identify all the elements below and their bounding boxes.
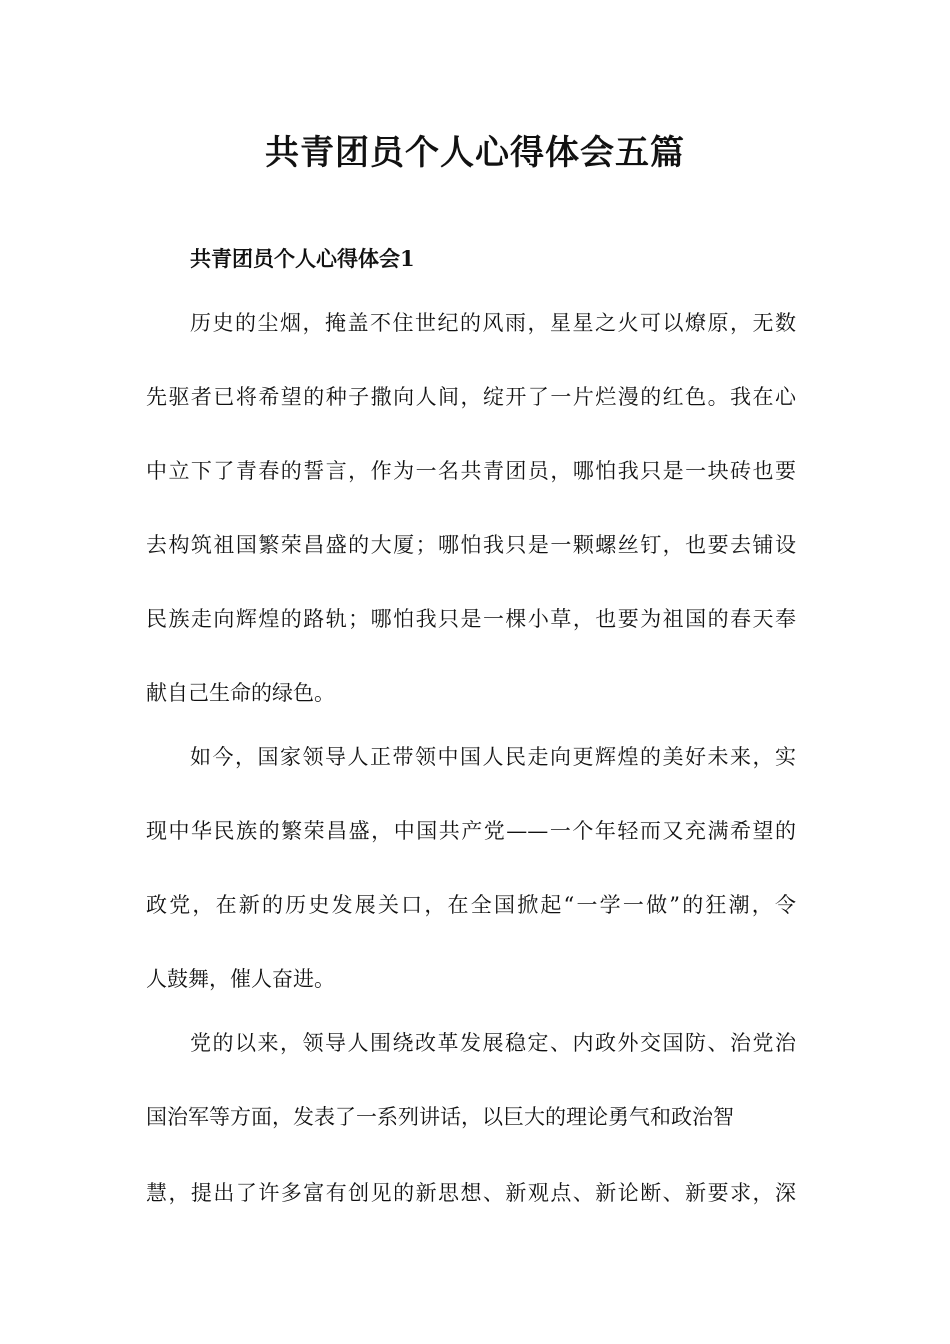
paragraph-2-line-3: 政党，在新的历史发展关口，在全国掀起“一学一做”的狂潮，令 <box>146 893 796 917</box>
paragraph-1-line-2: 先驱者已将希望的种子撒向人间，绽开了一片烂漫的红色。我在心 <box>146 385 796 409</box>
document-title: 共青团员个人心得体会五篇 <box>265 133 685 173</box>
paragraph-1-line-1: 历史的尘烟，掩盖不住世纪的风雨，星星之火可以燎原，无数 <box>190 311 796 335</box>
paragraph-1-line-5: 民族走向辉煌的路轨；哪怕我只是一棵小草，也要为祖国的春天奉 <box>146 607 796 631</box>
paragraph-1-line-6: 献自己生命的绿色。 <box>146 681 335 705</box>
paragraph-2-line-1: 如今，国家领导人正带领中国人民走向更辉煌的美好未来，实 <box>190 745 796 769</box>
paragraph-1-line-3: 中立下了青春的誓言，作为一名共青团员，哪怕我只是一块砖也要 <box>146 459 796 483</box>
paragraph-1-line-4: 去构筑祖国繁荣昌盛的大厦；哪怕我只是一颗螺丝钉，也要去铺设 <box>146 533 796 557</box>
paragraph-3-line-1: 党的以来，领导人围绕改革发展稳定、内政外交国防、治党治 <box>190 1031 796 1055</box>
paragraph-3-line-2: 国治军等方面，发表了一系列讲话，以巨大的理论勇气和政治智 <box>146 1105 734 1129</box>
paragraph-3-line-3: 慧，提出了许多富有创见的新思想、新观点、新论断、新要求，深 <box>146 1181 796 1205</box>
paragraph-2-line-2: 现中华民族的繁荣昌盛，中国共产党——一个年轻而又充满希望的 <box>146 819 796 843</box>
paragraph-2-line-4: 人鼓舞，催人奋进。 <box>146 967 335 991</box>
section-heading: 共青团员个人心得体会1 <box>190 246 415 271</box>
